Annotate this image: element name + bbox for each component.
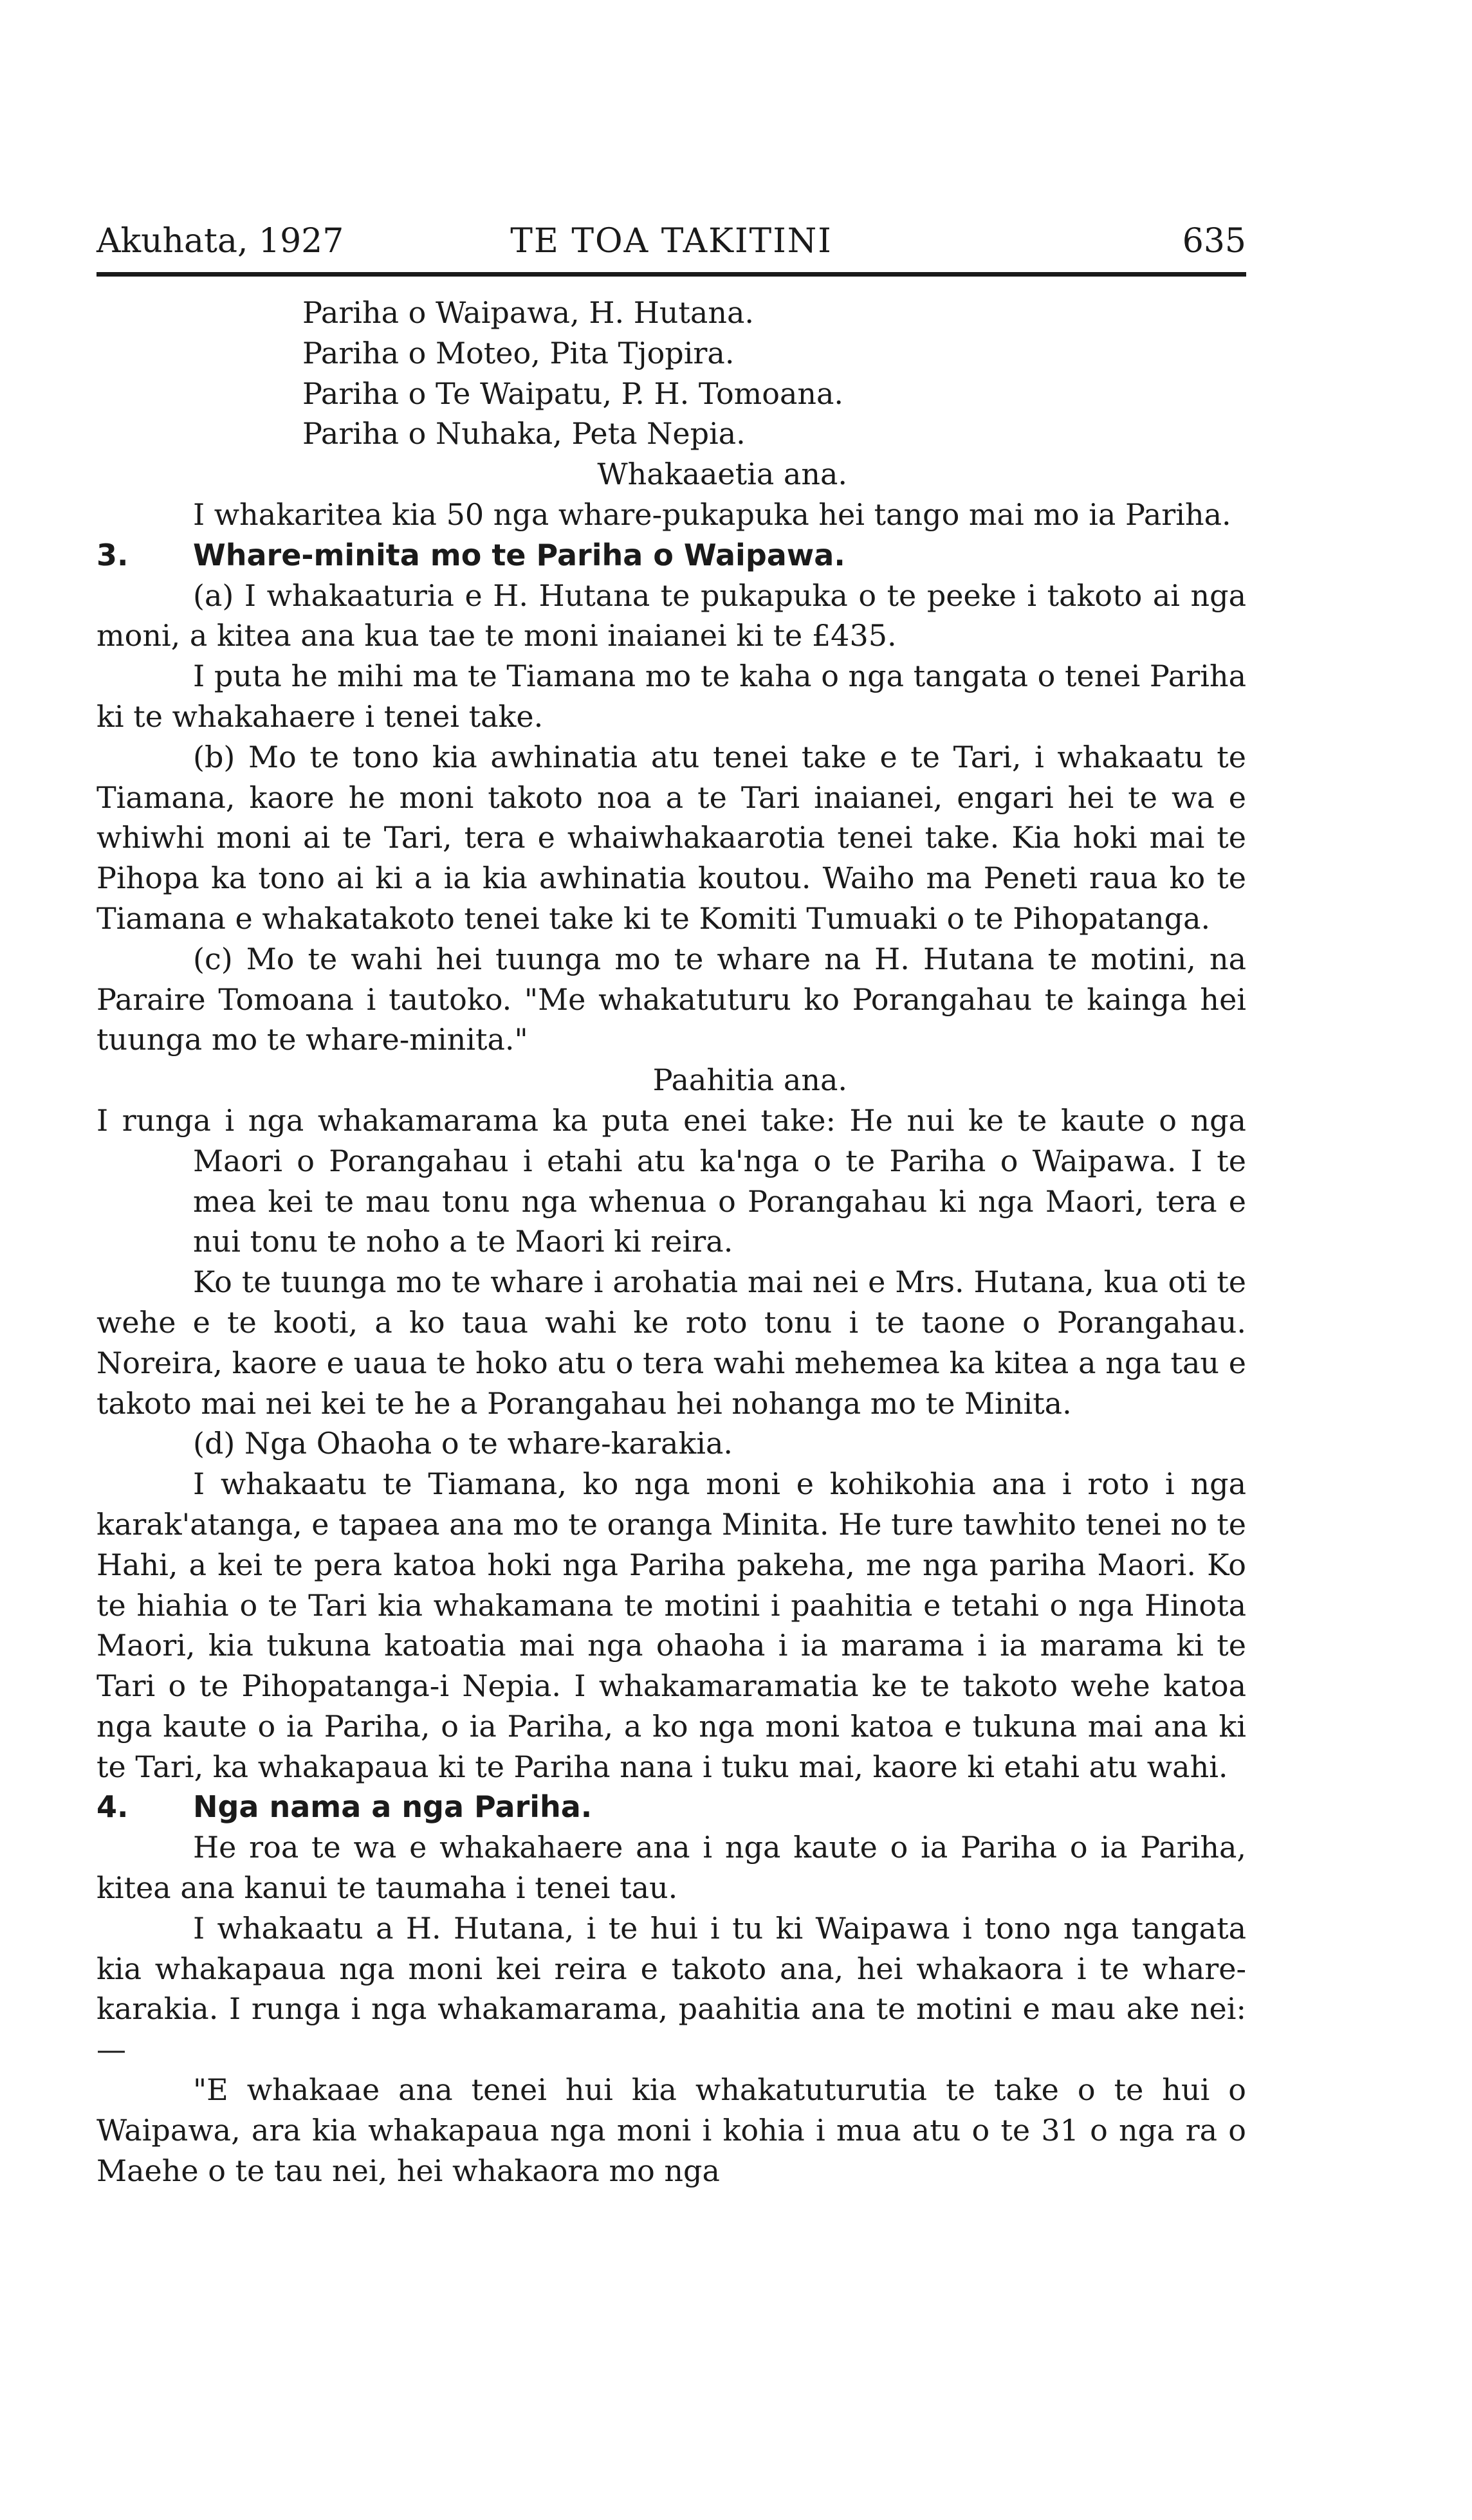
paragraph: He roa te wa e whakahaere ana i nga kaute o ia Pariha o ia Pariha, kitea ana kanui te taumaha i tenei tau. <box>97 1830 1246 1906</box>
section-heading <box>97 535 1246 576</box>
parish-line: Pariha o Waipawa, H. Hutana. <box>302 295 755 330</box>
paragraph: I whakaatu a H. Hutana, i te hui i tu ki Waipawa i tono nga tangata kia whakapaua nga moni kei reira e takoto ana, hei whakaora i te whare-karakia. I runga i nga whakamarama, paahitia ana te motini e mau ake nei:— <box>97 1910 1246 2067</box>
paragraph: I puta he mihi ma te Tiamana mo te kaha o nga tangata o tenei Pariha ki te whakahaere i tenei take. <box>97 659 1246 734</box>
section-title: Whare-minita mo te Pariha o Waipawa. <box>193 537 845 572</box>
paragraph: I whakaatu te Tiamana, ko nga moni e kohikohia ana i roto i nga karak'atanga, e tapaea ana mo te oranga Minita. He ture tawhito tenei no te Hahi, a kei te pera katoa hoki nga Pariha pakeha, me nga pariha Maori. Ko te hiahia o te Tari kia whakamana te motini i paahitia e tetahi o nga Hinota Maori, kia tukuna katoatia mai nga ohaoha i ia marama i ia marama ki te Tari o te Pihopatanga-i Nepia. I whakamaramatia ke te takoto wehe katoa nga kaute o ia Pariha, o ia Pariha, a ko nga moni katoa e tukuna mai ana ki te Tari, ka whakapaua ki te Pariha nana i tuku mai, kaore ki etahi atu wahi. <box>97 1466 1246 1784</box>
page-body <box>97 293 1246 2191</box>
paragraph: (a) I whakaaturia e H. Hutana te pukapuka o te peeke i takoto ai nga moni, a kitea ana kua tae te moni inaianei ki te £435. <box>97 578 1246 653</box>
section-heading <box>97 1787 1246 1827</box>
paragraph: Ko te tuunga mo te whare i arohatia mai nei e Mrs. Hutana, kua oti te wehe e te kooti, a ko taua wahi ke roto tonu i te taone o Porangahau. Noreira, kaore e uaua te hoko atu o tera wahi mehemea ka kitea a nga tau e takoto mai nei kei te he a Porangahau hei nohanga mo te Minita. <box>97 1265 1246 1421</box>
paragraph: (c) Mo te wahi hei tuunga mo te whare na H. Hutana te motini, na Paraire Tomoana i tautoko. "Me whakatuturu ko Porangahau te kainga hei tuunga mo te whare-minita." <box>97 941 1246 1057</box>
parish-line: Pariha o Moteo, Pita Tjopira. <box>302 335 735 370</box>
resolution-note: Whakaaetia ana. <box>597 457 847 492</box>
resolution-note: Paahitia ana. <box>652 1063 847 1098</box>
header-date: Akuhata, 1927 <box>97 222 344 260</box>
paragraph: (d) Nga Ohaoha o te whare-karakia. <box>193 1426 733 1461</box>
paragraph: (b) Mo te tono kia awhinatia atu tenei take e te Tari, i whakaatu te Tiamana, kaore he moni takoto noa a te Tari inaianei, engari hei te wa e whiwhi moni ai te Tari, tera e whaiwhakaarotia tenei take. Kia hoki mai te Pihopa ka tono ai ki a ia kia awhinatia koutou. Waiho ma Peneti raua ko te Tiamana e whakatakoto tenei take ki te Komiti Tumuaki o te Pihopatanga. <box>97 739 1246 936</box>
section-title: Nga nama a nga Pariha. <box>193 1789 593 1825</box>
page-number: 635 <box>1182 222 1246 260</box>
page-header <box>97 215 1246 267</box>
section-number: 4. <box>97 1789 129 1825</box>
header-rule <box>97 272 1246 277</box>
header-title: TE TOA TAKITINI <box>510 222 833 260</box>
paragraph: I whakaritea kia 50 nga whare-pukapuka hei tango mai mo ia Pariha. <box>193 497 1231 532</box>
parish-line: Pariha o Nuhaka, Peta Nepia. <box>302 416 746 452</box>
paragraph: "E whakaae ana tenei hui kia whakatuturutia te take o te hui o Waipawa, ara kia whakapaua nga moni i kohia i mua atu o te 31 o nga ra o Maehe o te tau nei, hei whakaora mo nga <box>97 2072 1246 2188</box>
paragraph: I runga i nga whakamarama ka puta enei take: He nui ke te kaute o nga Maori o Porangahau i etahi atu ka'nga o te Pariha o Waipawa. I te mea kei te mau tonu nga whenua o Porangahau ki nga Maori, tera e nui tonu te noho a te Maori ki reira. <box>97 1102 1246 1259</box>
parish-line: Pariha o Te Waipatu, P. H. Tomoana. <box>302 376 844 411</box>
section-number: 3. <box>97 537 129 572</box>
